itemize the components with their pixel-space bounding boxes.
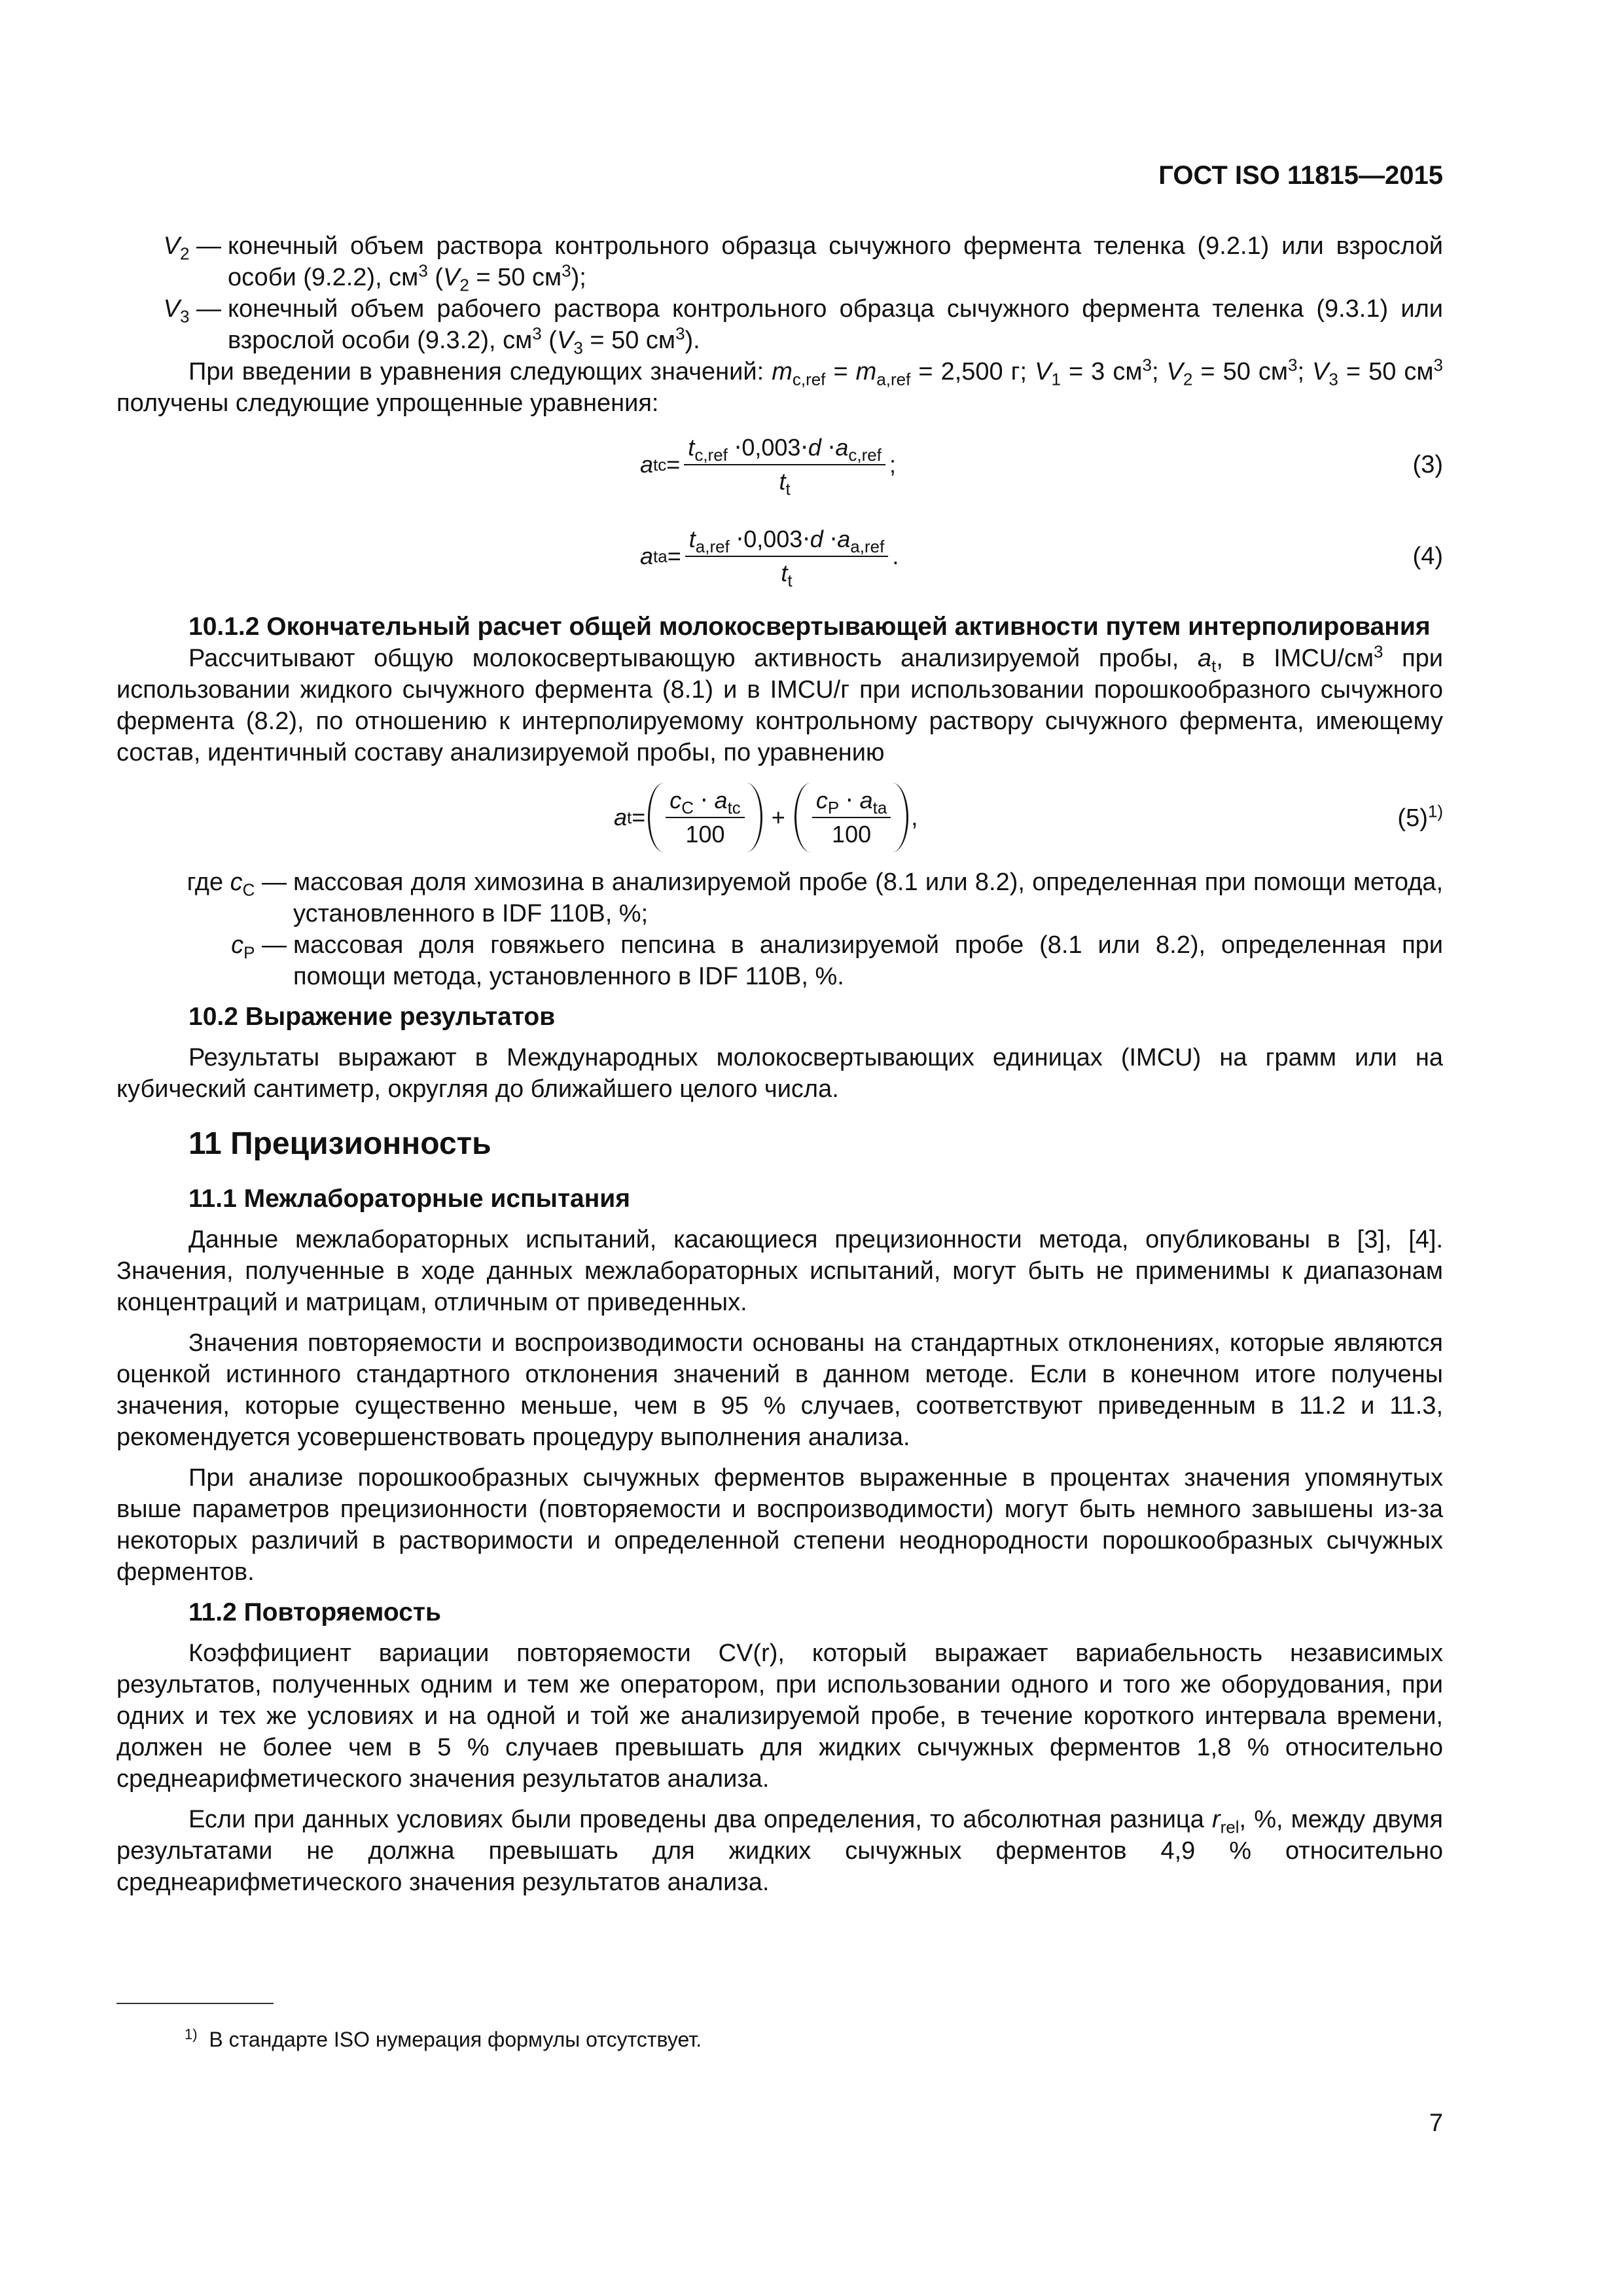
formula-5-fraction-1: $\frac{c_C \cdot a_{tc}}{100}$ [666, 787, 745, 848]
formula-4-fraction: $\frac{t_{a,ref} \cdot 0,003\cdot d \cdot a_{a,ref}}{t_t}$ [685, 526, 889, 587]
paragraph-10-2: Результаты выражают в Международных молокосвертывающих единицах (IMCU) на грамм или на кубический сантиметр, округляя до ближайшего целого числа. [116, 1044, 1443, 1103]
heading-11-1: 11.1 Межлабораторные испытания [188, 1185, 631, 1213]
page-number: 7 [1429, 2109, 1443, 2137]
formula-4: a ta = $\frac{t_{a,ref} \cdot 0,003\cdot d \cdot a_{a,ref}}{t_t}$ . (4) [640, 526, 1443, 591]
formula-3-fraction: $\frac{t_{c,ref} \cdot 0,003\cdot d \cdot a_{c,ref}}{t_t}$ [684, 434, 885, 495]
definition-v2-text: конечный объем раствора контрольного образца сычужного фермента теленка (9.2.1) или взрослой особи (9.2.2), $см^3$ ($V_2 = 50$ $см^3$); [228, 232, 1443, 295]
definition-v3-text: конечный объем рабочего раствора контрольного образца сычужного фермента теленка (9.3.1) или взрослой особи (9.3.2), $см^3$ ($V_3 = 50$ $см^3$). [228, 295, 1443, 358]
formula-3: a tc = $\frac{t_{c,ref} \cdot 0,003\cdot d \cdot a_{c,ref}}{t_t}$ ; (3) [640, 434, 1443, 499]
definition-v3: $V_3$ — конечный объем рабочего раствора контрольного образца сычужного фермента теленка (9.3.1) или взрослой особи (9.3.2), $см^3$ ($V_3 = 50$ $см^3$). [116, 293, 1443, 356]
formula-5: a t = $\frac{c_C \cdot a_{tc}}{100}$ + $\frac{c_P \cdot a_{ta}}{100}$ , $(5)^{1)}$ [116, 768, 1443, 867]
formula-4-number: (4) [1412, 543, 1443, 570]
definition-v2: $V_2$ — конечный объем раствора контрольного образца сычужного фермента теленка (9.2.1) или взрослой особи (9.2.2), $см^3$ ($V_2 = 50$ $см^3$); [116, 230, 1443, 293]
intro-paragraph: При введении в уравнения следующих значений: $m_{c,ref} = m_{a,ref} = 2,500$ г; $V_1 = 3$ $см^3$; $V_2 = 50$ $см^3$; $V_3 = 50$ $см^3$ получены следующие упрощенные уравнения: [116, 355, 1443, 417]
heading-11: 11 Прецизионность [188, 1126, 491, 1161]
paragraph-11-1-c: При анализе порошкообразных сычужных ферментов выраженные в процентах значения упомянутых выше параметров прецизионности (повторяемости и воспроизводимости) могут быть немного завышены из-за некоторых различий в растворимости и определенной степени неоднородности порошкообразных сычужных ферментов. [116, 1464, 1443, 1586]
heading-10-2: 10.2 Выражение результатов [188, 1003, 556, 1031]
document-header-id: ГОСТ ISO 11815—2015 [1158, 161, 1443, 190]
formula-5-fraction-2: $\frac{c_P \cdot a_{ta}}{100}$ [812, 787, 891, 848]
definition-cp: $c_P$ — массовая доля говяжьего пепсина в анализируемой пробе (8.1 или 8.2), определенная при помощи метода, установленного в IDF 110B, %. [231, 931, 1443, 990]
paragraph-11-1-b: Значения повторяемости и воспроизводимости основаны на стандартных отклонениях, которые являются оценкой истинного стандартного отклонения значений в данном методе. Если в конечном итоге получены значения, которые существенно меньше, чем в 95 % случаев, соответствуют приведенным в 11.2 и 11.3, рекомендуется усовершенствовать процедуру выполнения анализа. [116, 1329, 1443, 1451]
paragraph-11-2-b: Если при данных условиях были проведены два определения, то абсолютная разница $r_{rel}$, %, между двумя результатами не должна превышать для жидких сычужных ферментов 4,9 % относительно среднеарифметического значения результатов анализа. [116, 1806, 1443, 1896]
heading-11-2: 11.2 Повторяемость [188, 1598, 441, 1626]
paragraph-11-1-a: Данные межлабораторных испытаний, касающиеся прецизионности метода, опубликованы в [3], [4]. Значения, полученные в ходе данных межлабораторных испытаний, могут быть не применимы к диапазонам концентраций и матрицам, отличным от приведенных. [116, 1226, 1443, 1316]
footnote-divider [116, 2003, 274, 2004]
page-content [116, 230, 1443, 1898]
formula-3-number: (3) [1412, 451, 1443, 478]
heading-10-1-2: 10.1.2 Окончательный расчет общей молокосвертывающей активности путем интерполирования [188, 613, 1431, 641]
paragraph-11-2-a: Коэффициент вариации повторяемости CV(r), который выражает вариабельность независимых результатов, полученных одним и тем же оператором, при использовании одного и того же оборудования, при одних и тех же условиях и на одной и той же анализируемой пробе, в течение короткого интервала времени, должен не более чем в 5 % случаев превышать для жидких сычужных ферментов 1,8 % относительно среднеарифметического значения результатов анализа. [116, 1640, 1443, 1793]
formula-5-number: $(5)^{1)}$ [1397, 801, 1443, 832]
paragraph-10-1-2: Рассчитывают общую молокосвертывающую активность анализируемой пробы, $a_t$, в IMCU/$см^3$ при использовании жидкого сычужного фермента (8.1) и в IMCU/г при использовании порошкообразного сычужного фермента (8.2), по отношению к интерполируемому контрольному раствору сычужного фермента, имеющему состав, идентичный составу анализируемой пробы, по уравнению [116, 641, 1444, 766]
definition-cc: где $c_C$ — массовая доля химозина в анализируемой пробе (8.1 или 8.2), определенная при помощи метода, установленного в IDF 110B, %; [187, 869, 1443, 927]
footnote: $^{1)}$ В стандарте ISO нумерация формулы отсутствует. [185, 2026, 702, 2051]
